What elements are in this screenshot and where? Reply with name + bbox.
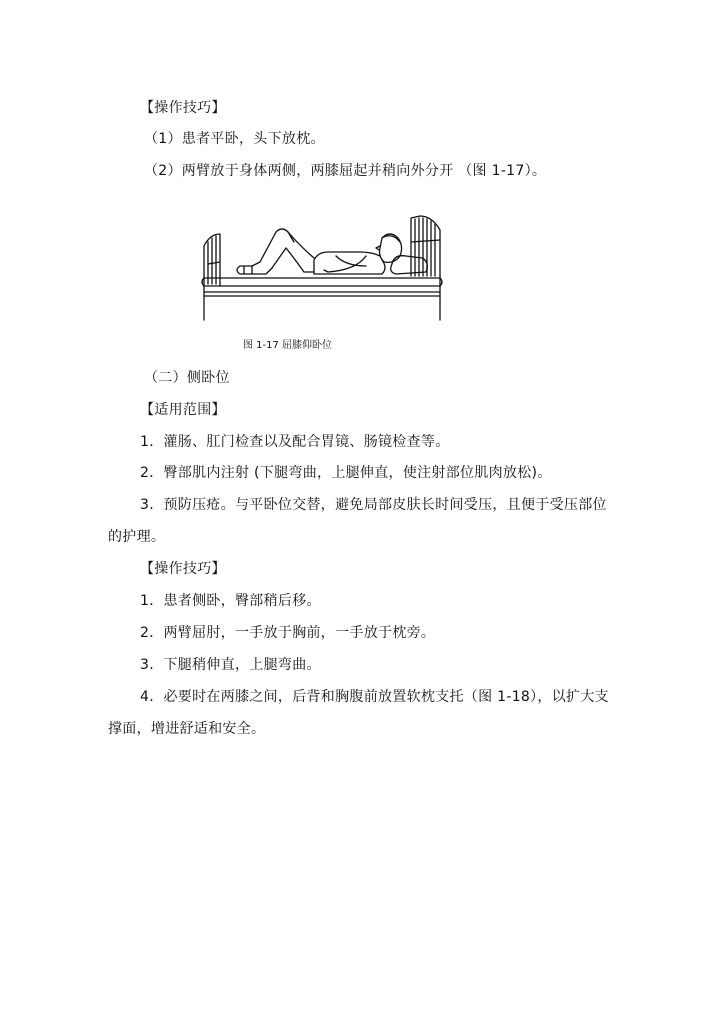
list-item: 1．患者侧卧，臀部稍后移。 — [140, 593, 321, 609]
list-item: 1．灌肠、肛门检查以及配合胃镜、肠镜检查等。 — [140, 434, 450, 450]
section-heading-operation-skills: 【操作技巧】 — [140, 100, 226, 116]
section-heading-operation-skills: 【操作技巧】 — [140, 561, 226, 577]
list-item: 3．下腿稍伸直，上腿弯曲。 — [140, 657, 321, 673]
list-item: 3．预防压疮。与平卧位交替，避免局部皮肤长时间受压，且便于受压部位 — [140, 497, 607, 513]
list-item: 4．必要时在两膝之间，后背和胸腹前放置软枕支托（图 1-18），以扩大支 — [140, 689, 609, 705]
supine-knee-bent-illustration — [196, 212, 446, 324]
section-heading-scope: 【适用范围】 — [140, 402, 226, 418]
list-item: （2）两臂放于身体两侧，两膝屈起并稍向外分开 （图 1-17）。 — [144, 163, 547, 179]
section-title-side-lying: （二）侧卧位 — [144, 370, 230, 386]
list-item: 2．两臂屈肘，一手放于胸前，一手放于枕旁。 — [140, 625, 436, 641]
figure-caption: 图 1-17 屈膝仰卧位 — [243, 340, 333, 351]
list-item: 2．臀部肌内注射 (下腿弯曲，上腿伸直，使注射部位肌肉放松)。 — [140, 465, 552, 481]
list-item-continuation: 的护理。 — [108, 529, 166, 545]
list-item-continuation: 撑面，增进舒适和安全。 — [108, 721, 266, 737]
list-item: （1）患者平卧，头下放枕。 — [144, 131, 325, 147]
